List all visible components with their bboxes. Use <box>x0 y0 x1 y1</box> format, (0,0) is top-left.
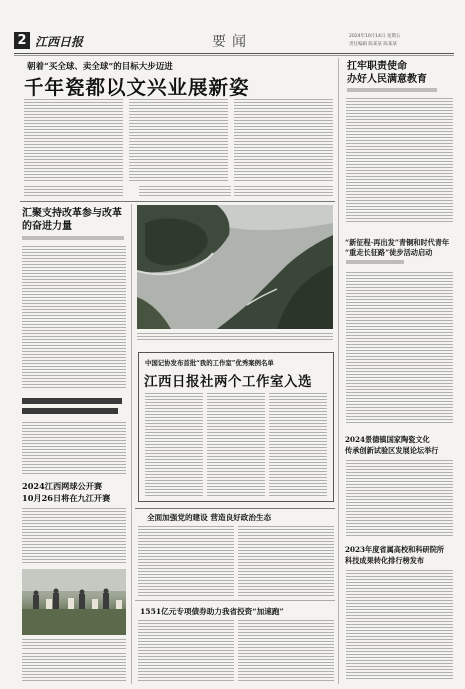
debt-body-col-1 <box>138 620 234 682</box>
left-story-3-title-line-1: 2024江西网球公开赛 <box>22 481 103 491</box>
lead-kicker: 朝着“买全球、卖全球”的目标大步迈进 <box>27 62 173 72</box>
feature-body-col-2 <box>207 393 265 497</box>
lead-headline: 千年瓷都以文兴业展新姿 <box>24 76 250 99</box>
left-story-2-title-block <box>22 396 126 418</box>
right-story-1-title-line-1: 扛牢职责使命 <box>347 61 407 72</box>
lead-body-col-3 <box>234 99 333 183</box>
debt-story-rule <box>135 600 335 601</box>
feature-kicker: 中国记协发布首批“我的工作室”优秀案例名单 <box>145 359 274 367</box>
column-rule-left <box>131 204 132 684</box>
right-story-4-title-line-2: 科技成果转化排行榜发布 <box>345 556 425 565</box>
left-story-4-body <box>22 653 126 683</box>
right-story-4-title <box>345 544 444 566</box>
lead-body-col-1 <box>24 99 123 183</box>
page-number: 2 <box>14 32 30 49</box>
bottom-body-col-1 <box>138 526 234 596</box>
right-story-2-title-line-1: “新征程·再出发”青铜和时代青年 <box>345 238 450 247</box>
debt-headline: 1551亿元专项债券助力我省投资“加速跑” <box>140 607 284 616</box>
right-story-2-subhead <box>346 260 404 264</box>
tennis-photo-figures <box>22 569 126 635</box>
right-story-1-title-line-2: 办好人民满意教育 <box>347 74 427 85</box>
lead-body-col-1b <box>24 186 123 198</box>
left-story-3-title-line-2: 10月26日将在九江开赛 <box>22 493 111 503</box>
right-story-1-subhead <box>347 88 437 92</box>
section-title: 要闻 <box>212 34 252 50</box>
lead-body-col-2 <box>129 99 228 183</box>
bottom-body-col-2 <box>238 526 334 596</box>
lead-body-col-2b <box>139 186 231 198</box>
left-story-3-body <box>22 508 126 564</box>
right-story-2-body <box>346 272 453 424</box>
feature-body-col-1 <box>145 393 203 497</box>
right-story-2-title-line-2: “重走长征路”徒步活动启动 <box>345 248 433 257</box>
left-story-2-body <box>22 422 126 474</box>
right-story-3-title-line-2: 传承创新试验区发展论坛举行 <box>345 446 439 455</box>
masthead-rule <box>14 53 454 54</box>
masthead <box>14 30 454 52</box>
feature-box <box>138 352 334 502</box>
left-story-2-title-line-1 <box>22 398 122 404</box>
right-story-4-body <box>346 570 453 680</box>
left-story-1-title-line-2: 的奋进力量 <box>22 221 72 232</box>
feature-headline: 江西日报社两个工作室入选 <box>144 374 312 390</box>
feature-body-col-3 <box>269 393 327 497</box>
left-story-2-title-line-2 <box>22 408 118 414</box>
aerial-lake-photo <box>137 205 333 329</box>
date-line: 2024年10月14日 星期五 <box>349 34 401 39</box>
left-story-1-title-line-1: 汇聚支持改革参与改革 <box>22 208 122 219</box>
right-story-1-title <box>347 60 427 86</box>
bottom-section-rule <box>135 508 335 509</box>
tennis-photo <box>22 569 126 635</box>
bottom-banner: 全面加强党的建设 营造良好政治生态 <box>147 513 272 522</box>
debt-body-col-2 <box>238 620 334 682</box>
left-story-3-title <box>22 480 110 504</box>
aerial-photo-caption <box>137 333 333 341</box>
right-story-3-title-line-1: 2024景德镇国家陶瓷文化 <box>345 435 430 444</box>
right-story-3-title <box>345 434 438 456</box>
right-story-4-title-line-1: 2023年度省属高校和科研院所 <box>345 545 445 554</box>
lead-body-col-3b <box>234 186 333 198</box>
editors-line: 责任编辑 陈某某 陈某某 <box>349 42 397 47</box>
right-story-2-title <box>345 238 449 258</box>
column-rule-right <box>338 58 339 684</box>
tennis-photo-caption <box>22 639 126 649</box>
right-story-3-body <box>346 460 453 536</box>
left-story-1-body <box>22 246 126 388</box>
right-story-1-body <box>346 98 453 222</box>
left-story-1-subhead <box>22 236 124 240</box>
aerial-lake-photo-scene <box>137 205 333 329</box>
paper-name-logo: 江西日报 <box>35 35 84 49</box>
lead-bottom-rule <box>20 201 335 202</box>
left-story-1-title <box>22 207 122 233</box>
masthead-rule-2 <box>14 55 454 56</box>
